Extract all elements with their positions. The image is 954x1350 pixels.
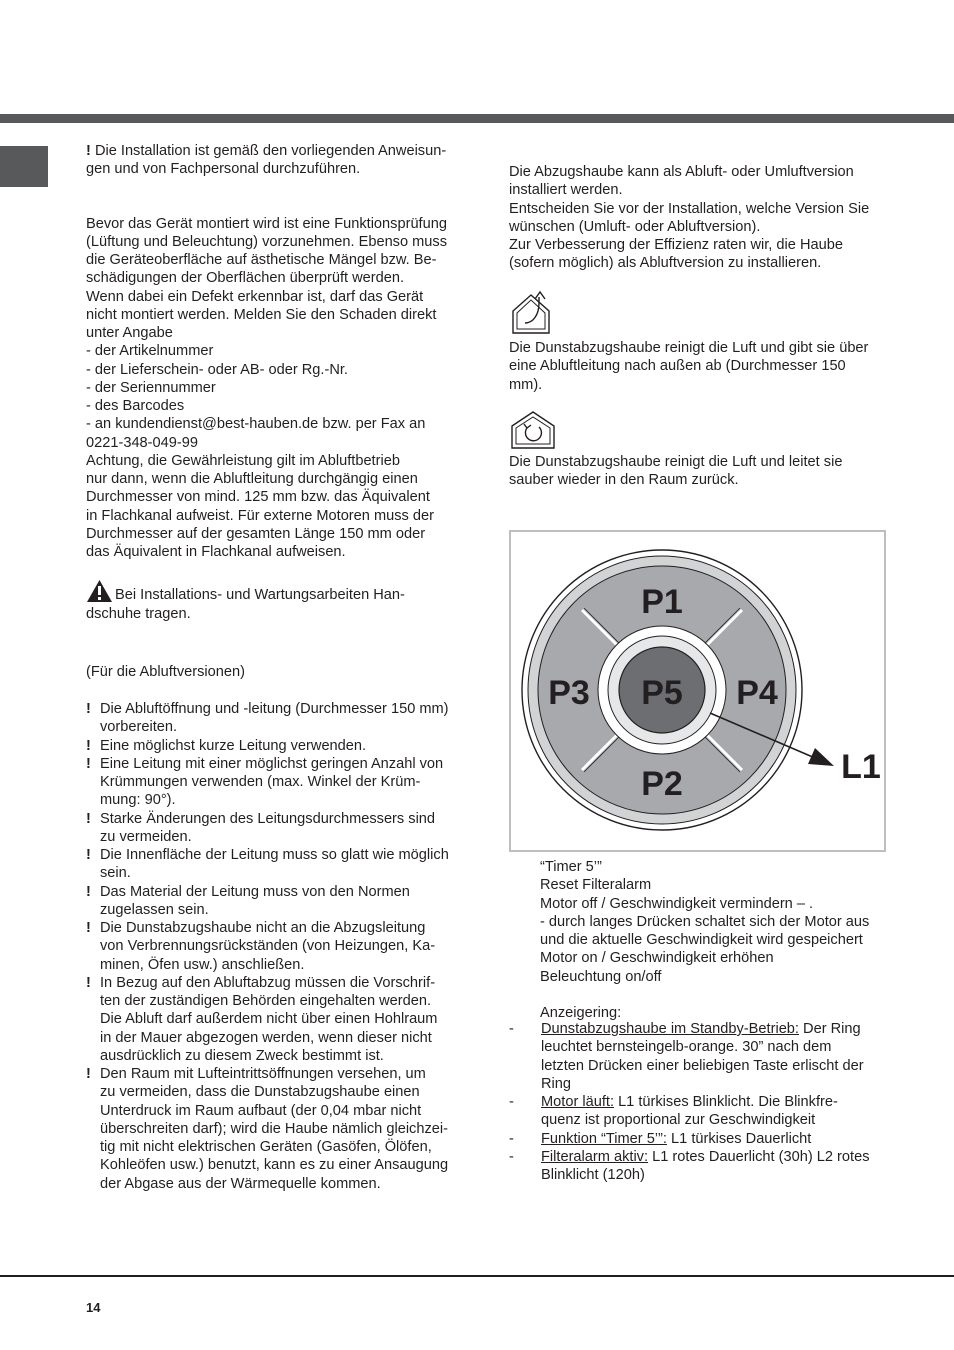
header-bar: [0, 114, 954, 123]
abluft-hood-icon: [509, 289, 557, 336]
umluft-description: Die Dunstabzugshaube reinigt die Luft und leitet sie sauber wieder in den Raum zurück.: [509, 454, 843, 489]
umluft-hood-icon: [509, 410, 557, 450]
list-item: ! Das Material der Leitung muss von den Normen zugelassen sein.: [86, 883, 410, 918]
list-item: - Dunstabzugshaube im Standby-Betrieb: Der Ring leuchtet bernsteingelb-orange. 30” nach dem letzten Drücken einer beliebigen Taste erlischt der Ring: [509, 1021, 864, 1092]
exclamation-icon: !: [86, 143, 91, 159]
abluft-section-title: (Für die Abluftversionen): [86, 663, 245, 680]
list-item: ! In Bezug auf den Abluftabzug müssen die Vorschrif- ten der zuständigen Behörden eingehalten werden. Die Abluft darf außerdem nicht über einen Hohlraum in der Mauer abgezogen werden, wenn dieser nicht ausdrücklich zu diesem Zweck bestimmt ist.: [86, 974, 438, 1064]
p3-button[interactable]: P3: [548, 674, 590, 712]
language-tab: [0, 146, 48, 187]
control-panel-svg: [511, 532, 884, 850]
p1-button[interactable]: P1: [641, 583, 683, 621]
list-item: ! Die Abluftöffnung und -leitung (Durchmesser 150 mm) vorbereiten.: [86, 701, 449, 736]
ring-status-list: [509, 1020, 894, 1184]
l1-label: L1: [841, 748, 881, 786]
control-descriptions: “Timer 5’” Reset Filteralarm Motor off / Geschwindigkeit vermindern – . - durch langes Drücken schaltet sich der Motor aus und die aktuelle Geschwindigkeit wird gespeichert Motor on / Geschwindigkeit erhöhen Beleuchtung on/off Anzeigering:: [540, 858, 894, 1022]
list-item: ! Den Raum mit Lufteintrittsöffnungen versehen, um zu vermeiden, dass die Dunstabzugshaube einen Unterdruck im Raum aufbaut (der 0,04 mbar nicht überschreiten darf); wird die Haube nämlich gleichzei- tig mit nicht elektrischen Geräten (Gasöfen, Ölöfen, Kohleöfen usw.) benutzt, kann es zu einer Ansaugung der Abgase aus der Wärmequelle kommen.: [86, 1066, 449, 1192]
list-item: ! Die Innenfläche der Leitung muss so glatt wie möglich sein.: [86, 847, 449, 882]
list-item: ! Starke Änderungen des Leitungsdurchmessers sind zu vermeiden.: [86, 810, 436, 845]
list-item: ! Eine möglichst kurze Leitung verwenden.: [86, 737, 367, 754]
p5-button[interactable]: P5: [641, 674, 683, 712]
list-item: - Motor läuft: L1 türkises Blinklicht. Die Blinkfre- quenz ist proportional zur Geschwindigkeit: [509, 1094, 838, 1129]
list-item: ! Die Dunstabzugshaube nicht an die Abzugsleitung von Verbrennungsrückständen (von Heizungen, Ka- minen, Öfen usw.) anschließen.: [86, 920, 436, 973]
footer-line: [0, 1275, 954, 1277]
left-column: [86, 142, 471, 1193]
control-panel-diagram: [509, 530, 886, 852]
inspection-paragraph: Bevor das Gerät montiert wird ist eine Funktionsprüfung (Lüftung und Beleuchtung) vorzunehmen. Ebenso muss die Geräteoberfläche auf ästhetische Mängel bzw. Be- schädigungen der Oberflächen überprüft werden. Wenn dabei ein Defekt erkennbar ist, darf das Gerät nicht montiert werden. Melden Sie den Schaden direkt unter Angabe - der Artikelnummer - der Lieferschein- oder AB- oder Rg.-Nr. - der Seriennummer - des Barcodes - an kundendienst@best-hauben.de bzw. per Fax an 0221-348-049-99 Achtung, die Gewährleistung gilt im Abluftbetrieb nur dann, wenn die Abluftleitung durchgängig einen Durchmesser von mind. 125 mm bzw. das Äquivalent in Flachkanal aufweist. Für externe Motoren muss der Durchmesser auf der gesamten Länge 150 mm oder das Äquivalent in Flachkanal aufweisen.: [86, 215, 448, 560]
p4-button[interactable]: P4: [736, 674, 778, 712]
list-item: - Filteralarm aktiv: L1 rotes Dauerlicht (30h) L2 rotes Blinklicht (120h): [509, 1148, 870, 1183]
p2-button[interactable]: P2: [641, 765, 683, 803]
page-number: 14: [86, 1300, 101, 1315]
abluft-bullet-list: [86, 700, 471, 1193]
ring-title: Anzeigering:: [540, 1004, 622, 1021]
list-item: - Funktion “Timer 5’”: L1 türkises Dauerlicht: [509, 1130, 812, 1147]
install-note: ! Die Installation ist gemäß den vorliegenden Anweisun- gen und von Fachpersonal durchzuführen.: [86, 143, 447, 178]
gloves-warning: Bei Installations- und Wartungsarbeiten Han- dschuhe tragen.: [86, 579, 471, 623]
intro-paragraph: Die Abzugshaube kann als Abluft- oder Umluftversion installiert werden. Entscheiden Sie vor der Installation, welche Version Sie wünschen (Umluft- oder Abluftversion). Zur Verbesserung der Effizienz raten wir, die Haube (sofern möglich) als Abluftversion zu installieren.: [509, 164, 870, 272]
abluft-description: Die Dunstabzugshaube reinigt die Luft und gibt sie über eine Abluftleitung nach außen ab (Durchmesser 150 mm).: [509, 340, 869, 393]
list-item: ! Eine Leitung mit einer möglichst geringen Anzahl von Krümmungen verwenden (max. Winkel der Krüm- mung: 90°).: [86, 755, 444, 809]
warning-icon: [86, 579, 113, 603]
l1-arrowhead: [808, 748, 834, 766]
